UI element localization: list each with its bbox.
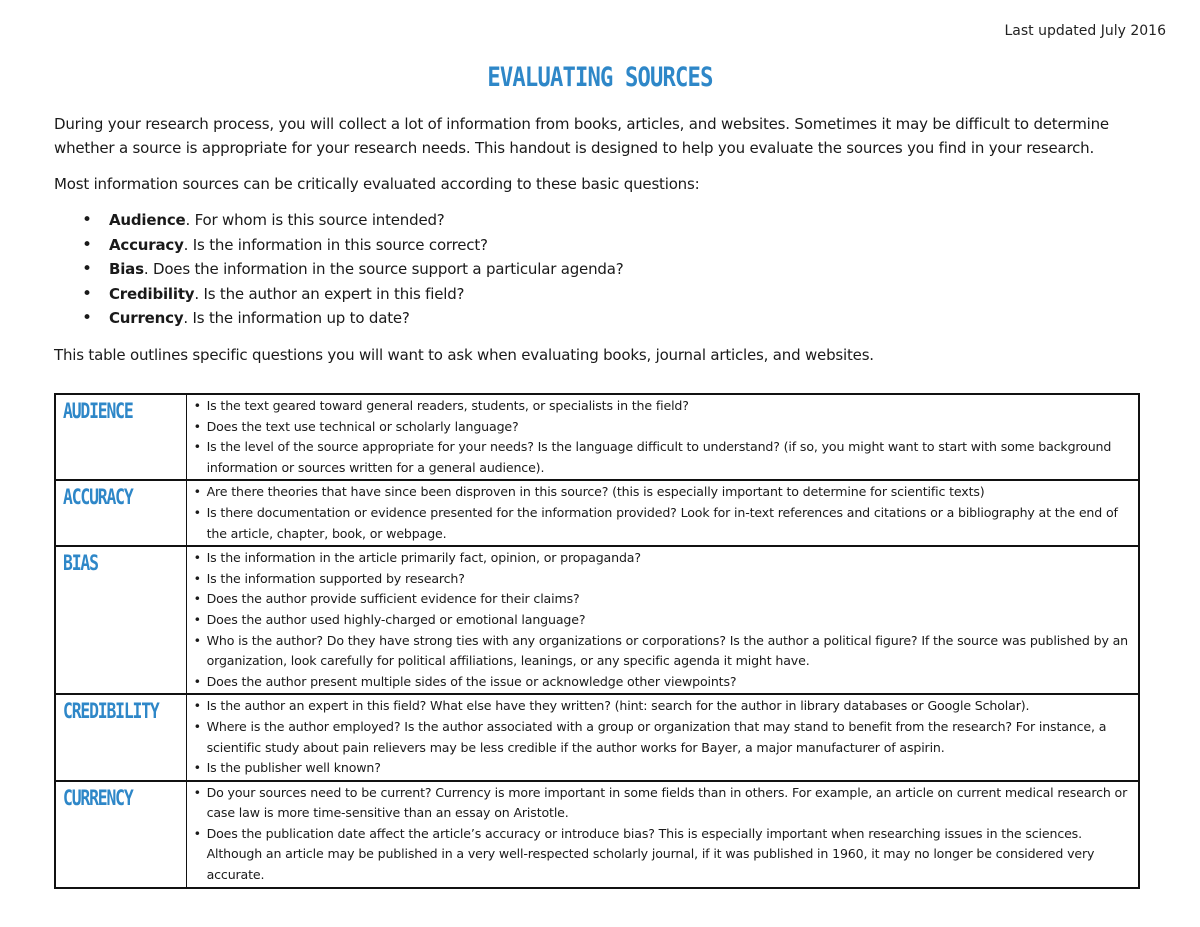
criterion-question: • Is the author an expert in this field? What else have they written? (hint: search for the author in library databases or Google Scholar). — [193, 696, 1130, 717]
table-row-accuracy — [55, 480, 1139, 546]
criterion-question-list — [193, 548, 1130, 692]
table-row-audience — [55, 394, 1139, 480]
question-item-currency — [109, 306, 1144, 331]
intro-section — [54, 112, 1144, 379]
criterion-cell — [55, 394, 186, 480]
question-term: Currency — [109, 309, 184, 327]
criterion-question-list — [193, 696, 1130, 778]
intro-paragraph: During your research process, you will collect a lot of information from books, articles, and websites. Sometimes it may be difficult to determine whether a source is appropriate for your research needs. This handout is designed to help you evaluate the sources you find in your research. — [54, 115, 1109, 157]
evaluation-table — [54, 393, 1140, 889]
criterion-question: • Does the author used highly-charged or emotional language? — [193, 610, 1130, 631]
criterion-label: AUDIENCE — [63, 399, 133, 423]
question-item-accuracy — [109, 233, 1144, 258]
questions-cell — [186, 694, 1139, 780]
criterion-question-list — [193, 783, 1130, 886]
criterion-question: • Does the text use technical or scholarly language? — [193, 417, 1130, 438]
criterion-question: • Who is the author? Do they have strong ties with any organizations or corporations? Is the author a political figure? If the source was published by an organization, look carefully for political affiliations, leanings, or any specific agenda it might have. — [193, 631, 1130, 672]
question-text: . Is the information up to date? — [183, 309, 410, 327]
question-text: . Is the information in this source correct? — [183, 235, 488, 254]
questions-cell — [186, 781, 1139, 888]
criterion-question-list — [193, 482, 1130, 544]
criterion-question: • Is the publisher well known? — [193, 758, 1130, 779]
criterion-cell — [55, 480, 186, 546]
criterion-cell — [55, 781, 186, 888]
questions-intro: Most information sources can be critically evaluated according to these basic questions: — [54, 175, 700, 193]
criterion-question: • Is the information in the article primarily fact, opinion, or propaganda? — [193, 548, 1130, 569]
criterion-question: • Does the author provide sufficient evidence for their claims? — [193, 589, 1130, 610]
question-text: . Does the information in the source support a particular agenda? — [143, 260, 624, 278]
criterion-question: • Is the information supported by research? — [193, 569, 1130, 590]
question-text: . Is the author an expert in this field? — [194, 284, 465, 303]
criterion-question: • Where is the author employed? Is the author associated with a group or organization that may stand to benefit from the research? For instance, a scientific study about pain relievers may be less credible if the author works for Bayer, a major manufacturer of aspirin. — [193, 717, 1130, 758]
table-row-bias — [55, 546, 1139, 694]
criterion-question: • Are there theories that have since been disproven in this source? (this is especially important to determine for scientific texts) — [193, 482, 1130, 503]
question-term: Bias — [109, 260, 144, 278]
criterion-cell — [55, 694, 186, 780]
question-text: . For whom is this source intended? — [185, 211, 445, 229]
criterion-label: BIAS — [63, 551, 98, 576]
criterion-question: • Does the author present multiple sides of the issue or acknowledge other viewpoints? — [193, 672, 1130, 693]
question-item-bias — [109, 257, 1144, 282]
question-term: Accuracy — [109, 235, 184, 254]
questions-cell — [186, 394, 1139, 480]
table-row-credibility — [55, 694, 1139, 780]
criterion-question: • Is the text geared toward general readers, students, or specialists in the field? — [193, 396, 1130, 417]
questions-cell — [186, 480, 1139, 546]
basic-questions-list — [54, 208, 1144, 331]
question-term: Credibility — [109, 284, 195, 303]
question-item-credibility — [109, 282, 1144, 307]
criterion-label: CURRENCY — [63, 785, 133, 810]
criterion-label: CREDIBILITY — [63, 699, 159, 724]
page-title: EVALUATING SOURCES — [487, 62, 713, 93]
last-updated: Last updated July 2016 — [1004, 23, 1166, 39]
criterion-question: • Do your sources need to be current? Currency is more important in some fields than in others. For example, an article on current medical research or case law is more time-sensitive than an essay on Aristotle. — [193, 783, 1130, 824]
table-intro: This table outlines specific questions you will want to ask when evaluating books, journal articles, and websites. — [54, 345, 874, 364]
criterion-question: • Is the level of the source appropriate for your needs? Is the language difficult to understand? (if so, you might want to start with some background information or sources written for a general audience). — [193, 437, 1130, 478]
criterion-question: • Is there documentation or evidence presented for the information provided? Look for in-text references and citations or a bibliography at the end of the article, chapter, book, or webpage. — [193, 503, 1130, 544]
questions-cell — [186, 546, 1139, 694]
criterion-question-list — [193, 396, 1130, 478]
table-row-currency — [55, 781, 1139, 888]
criterion-label: ACCURACY — [63, 485, 133, 510]
criterion-cell — [55, 546, 186, 694]
question-item-audience — [109, 208, 1144, 233]
criterion-question: • Does the publication date affect the article’s accuracy or introduce bias? This is especially important when researching issues in the sciences. Although an article may be published in a very well-respected scholarly journal, if it was published in 1960, it may no longer be considered very accurate. — [193, 824, 1130, 886]
question-term: Audience — [109, 211, 186, 229]
